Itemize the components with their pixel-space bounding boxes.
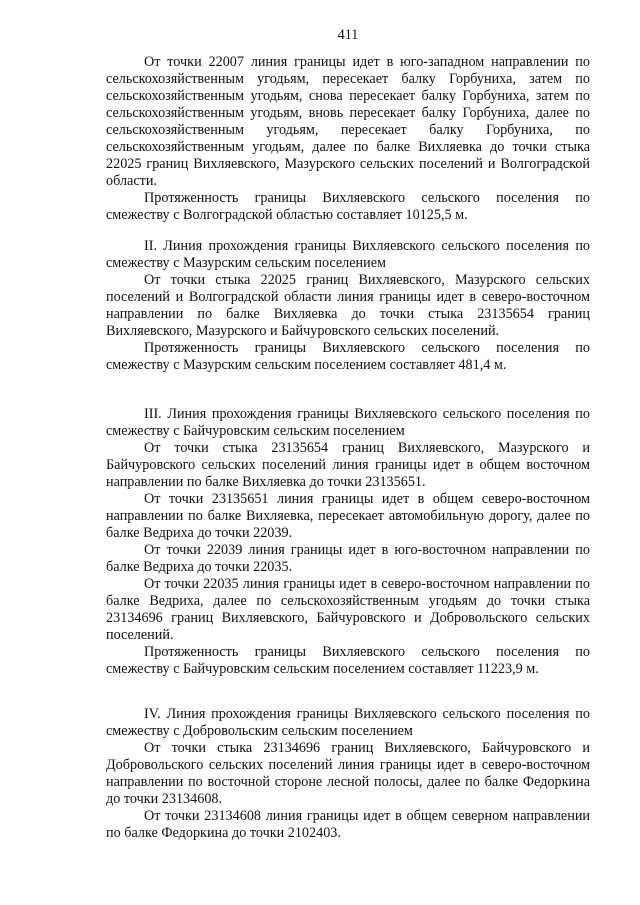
paragraph: От точки 23134608 линия границы идет в общем северном направлении по балке Федоркина до точки 2102403. bbox=[106, 808, 590, 841]
section-heading: IV. Линия прохождения границы Вихляевского сельского поселения по смежеству с Добровольским сельским поселением bbox=[106, 706, 590, 739]
section-iv bbox=[106, 706, 590, 842]
section-ii bbox=[106, 238, 590, 374]
paragraph: От точки стыка 23134696 границ Вихляевского, Байчуровского и Добровольского сельских поселений линия границы идет в северо-восточном направлении по восточной стороне лесной полосы, далее по балке Федоркина до точки 23134608. bbox=[106, 740, 590, 807]
paragraph: Протяженность границы Вихляевского сельского поселения по смежеству с Волгоградской областью составляет 10125,5 м. bbox=[106, 190, 590, 223]
paragraph: Протяженность границы Вихляевского сельского поселения по смежеству с Байчуровским сельским поселением составляет 11223,9 м. bbox=[106, 644, 590, 677]
paragraph: От точки стыка 22025 границ Вихляевского, Мазурского сельских поселений и Волгоградской области линия границы идет в северо-восточном направлении по балке Вихляевка до точки стыка 23135654 границ Вихляевского, Мазурского и Байчуровского сельских поселений. bbox=[106, 272, 590, 339]
paragraph: От точки 22007 линия границы идет в юго-западном направлении по сельскохозяйственным угодьям, пересекает балку Горбуниха, затем по сельскохозяйственным угодьям, снова пересекает балку Горбуниха, затем по сельскохозяйственным угодьям, вновь пересекает балку Горбуниха, далее по сельскохозяйственным угодьям, пересекает балку Горбуниха, по сельскохозяйственным угодьям, далее по балке Вихляевка до точки стыка 22025 границ Вихляевского, Мазурского сельских поселений и Волгоградской области. bbox=[106, 54, 590, 189]
paragraph: От точки 23135651 линия границы идет в общем северо-восточном направлении по балке Вихляевка, пересекает автомобильную дорогу, далее по балке Ведриха до точки 22039. bbox=[106, 491, 590, 541]
paragraph: От точки 22039 линия границы идет в юго-восточном направлении по балке Ведриха до точки 22035. bbox=[106, 542, 590, 575]
section-iii bbox=[106, 406, 590, 678]
section-heading: III. Линия прохождения границы Вихляевского сельского поселения по смежеству с Байчуровским сельским поселением bbox=[106, 406, 590, 439]
paragraph: От точки 22035 линия границы идет в северо-восточном направлении по балке Ведриха, далее по сельскохозяйственным угодьям до точки стыка 23134696 границ Вихляевского, Байчуровского и Добровольского сельских поселений. bbox=[106, 576, 590, 643]
paragraph: Протяженность границы Вихляевского сельского поселения по смежеству с Мазурским сельским поселением составляет 481,4 м. bbox=[106, 340, 590, 373]
page-number: 411 bbox=[337, 27, 359, 43]
section-heading: II. Линия прохождения границы Вихляевского сельского поселения по смежеству с Мазурским сельским поселением bbox=[106, 238, 590, 271]
paragraph: От точки стыка 23135654 границ Вихляевского, Мазурского и Байчуровского сельских поселений линия границы идет в общем восточном направлении по балке Вихляевка до точки 23135651. bbox=[106, 440, 590, 490]
section-i-continuation bbox=[106, 54, 590, 224]
